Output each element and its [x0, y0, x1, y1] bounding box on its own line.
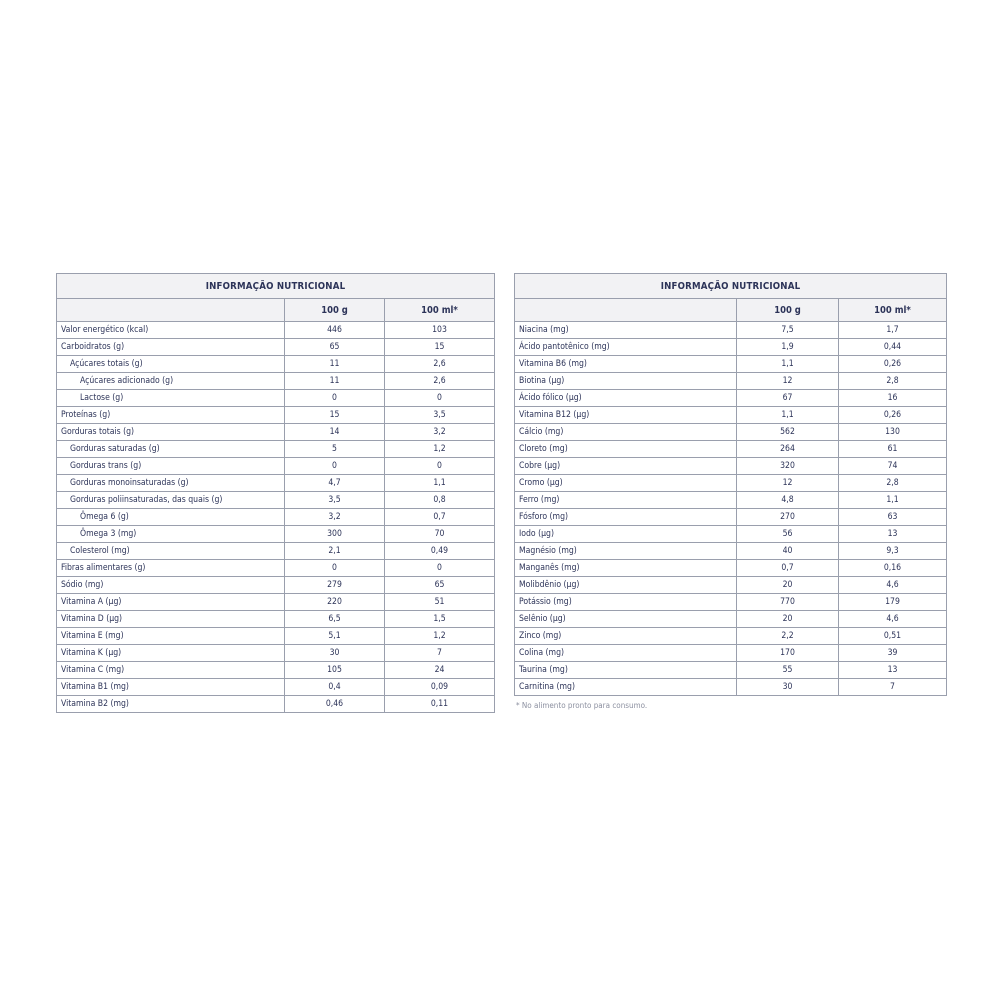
table-row: [515, 407, 947, 424]
value-100g: 4,7: [285, 475, 385, 492]
table-row: [515, 645, 947, 662]
value-100ml: 1,2: [385, 628, 495, 645]
value-100ml: 1,2: [385, 441, 495, 458]
table-row: [57, 339, 495, 356]
value-100ml: 61: [839, 441, 947, 458]
value-100g: 1,1: [737, 407, 839, 424]
value-100g: 20: [737, 611, 839, 628]
nutrient-label: Açúcares adicionado (g): [57, 373, 285, 390]
value-100ml: 2,8: [839, 475, 947, 492]
nutrient-label: Gorduras saturadas (g): [57, 441, 285, 458]
value-100g: 770: [737, 594, 839, 611]
table-row: [515, 509, 947, 526]
table-title: INFORMAÇÃO NUTRICIONAL: [57, 274, 495, 299]
value-100ml: 13: [839, 662, 947, 679]
nutrition-table-right: [514, 273, 946, 710]
nutrient-label: Sódio (mg): [57, 577, 285, 594]
nutrient-label: Carnitina (mg): [515, 679, 737, 696]
table-row: [515, 322, 947, 339]
table-row: [515, 594, 947, 611]
value-100g: 1,9: [737, 339, 839, 356]
nutrient-label: Molibdênio (µg): [515, 577, 737, 594]
value-100g: 562: [737, 424, 839, 441]
table-row: [57, 560, 495, 577]
nutrition-table-left: [56, 273, 494, 713]
table-row: [57, 475, 495, 492]
value-100g: 12: [737, 373, 839, 390]
nutrient-label: Cloreto (mg): [515, 441, 737, 458]
nutrient-label: Vitamina D (µg): [57, 611, 285, 628]
nutrient-label: Ferro (mg): [515, 492, 737, 509]
table-row: [57, 645, 495, 662]
value-100g: 30: [737, 679, 839, 696]
table-row: [57, 594, 495, 611]
nutrient-label: Ômega 6 (g): [57, 509, 285, 526]
nutrient-label: Gorduras poliinsaturadas, das quais (g): [57, 492, 285, 509]
table-row: [515, 577, 947, 594]
table-row: [57, 458, 495, 475]
table-row: [515, 560, 947, 577]
value-100g: 0,4: [285, 679, 385, 696]
table-row: [515, 492, 947, 509]
nutrient-label: Ômega 3 (mg): [57, 526, 285, 543]
table-row: [515, 339, 947, 356]
value-100g: 5,1: [285, 628, 385, 645]
value-100g: 1,1: [737, 356, 839, 373]
value-100g: 20: [737, 577, 839, 594]
value-100ml: 74: [839, 458, 947, 475]
table-title: INFORMAÇÃO NUTRICIONAL: [515, 274, 947, 299]
nutrient-label: Cálcio (mg): [515, 424, 737, 441]
value-100ml: 65: [385, 577, 495, 594]
value-100ml: 0,26: [839, 356, 947, 373]
table-row: [515, 424, 947, 441]
nutrient-label: Manganês (mg): [515, 560, 737, 577]
value-100ml: 3,5: [385, 407, 495, 424]
value-100g: 446: [285, 322, 385, 339]
table-row: [57, 577, 495, 594]
value-100g: 11: [285, 356, 385, 373]
value-100g: 55: [737, 662, 839, 679]
value-100ml: 0,26: [839, 407, 947, 424]
table-row: [515, 373, 947, 390]
value-100ml: 4,6: [839, 611, 947, 628]
value-100ml: 0,11: [385, 696, 495, 713]
nutrient-label: Valor energético (kcal): [57, 322, 285, 339]
nutrient-label: Carboidratos (g): [57, 339, 285, 356]
value-100g: 0,46: [285, 696, 385, 713]
table-title-row: [57, 274, 495, 299]
value-100g: 6,5: [285, 611, 385, 628]
value-100ml: 24: [385, 662, 495, 679]
table-row: [57, 424, 495, 441]
value-100g: 67: [737, 390, 839, 407]
value-100ml: 130: [839, 424, 947, 441]
value-100ml: 16: [839, 390, 947, 407]
table-row: [57, 407, 495, 424]
value-100ml: 4,6: [839, 577, 947, 594]
value-100g: 14: [285, 424, 385, 441]
table-row: [57, 611, 495, 628]
nutrient-label: Niacina (mg): [515, 322, 737, 339]
value-100g: 12: [737, 475, 839, 492]
nutrient-label: Vitamina C (mg): [57, 662, 285, 679]
table-row: [57, 679, 495, 696]
column-header-100ml: 100 ml*: [385, 299, 495, 322]
value-100g: 105: [285, 662, 385, 679]
table-row: [57, 526, 495, 543]
footnote: * No alimento pronto para consumo.: [516, 701, 648, 710]
value-100ml: 51: [385, 594, 495, 611]
value-100ml: 7: [385, 645, 495, 662]
nutrient-label: Vitamina B12 (µg): [515, 407, 737, 424]
value-100ml: 13: [839, 526, 947, 543]
value-100g: 279: [285, 577, 385, 594]
nutrient-label: Ácido pantotênico (mg): [515, 339, 737, 356]
value-100ml: 7: [839, 679, 947, 696]
value-100g: 220: [285, 594, 385, 611]
value-100ml: 0: [385, 458, 495, 475]
value-100ml: 0,8: [385, 492, 495, 509]
nutrient-label: Vitamina A (µg): [57, 594, 285, 611]
table-row: [57, 356, 495, 373]
value-100g: 0: [285, 560, 385, 577]
nutrient-label: Vitamina B6 (mg): [515, 356, 737, 373]
value-100ml: 3,2: [385, 424, 495, 441]
nutrient-label: Ácido fólico (µg): [515, 390, 737, 407]
nutrient-label: Fibras alimentares (g): [57, 560, 285, 577]
value-100ml: 0,51: [839, 628, 947, 645]
value-100g: 3,5: [285, 492, 385, 509]
value-100g: 264: [737, 441, 839, 458]
nutrient-label: Gorduras totais (g): [57, 424, 285, 441]
nutrient-label: Gorduras monoinsaturadas (g): [57, 475, 285, 492]
nutrient-label: Biotina (µg): [515, 373, 737, 390]
value-100g: 40: [737, 543, 839, 560]
nutrient-label: Colina (mg): [515, 645, 737, 662]
nutrient-label: Vitamina E (mg): [57, 628, 285, 645]
table-row: [515, 390, 947, 407]
value-100ml: 2,6: [385, 373, 495, 390]
table-row: [57, 322, 495, 339]
value-100ml: 1,1: [839, 492, 947, 509]
value-100g: 7,5: [737, 322, 839, 339]
value-100ml: 1,1: [385, 475, 495, 492]
value-100ml: 0: [385, 560, 495, 577]
nutrient-label: Iodo (µg): [515, 526, 737, 543]
value-100g: 0: [285, 390, 385, 407]
value-100g: 56: [737, 526, 839, 543]
table-row: [57, 696, 495, 713]
table-row: [515, 458, 947, 475]
table-row: [57, 509, 495, 526]
nutrition-table: [514, 273, 947, 696]
value-100g: 2,2: [737, 628, 839, 645]
value-100ml: 1,5: [385, 611, 495, 628]
column-header-row: [515, 299, 947, 322]
value-100ml: 1,7: [839, 322, 947, 339]
value-100ml: 0: [385, 390, 495, 407]
nutrient-label: Fósforo (mg): [515, 509, 737, 526]
nutrient-label: Magnésio (mg): [515, 543, 737, 560]
table-row: [57, 390, 495, 407]
value-100ml: 0,44: [839, 339, 947, 356]
table-row: [57, 492, 495, 509]
table-row: [515, 441, 947, 458]
table-row: [515, 662, 947, 679]
value-100g: 270: [737, 509, 839, 526]
table-row: [57, 628, 495, 645]
nutrient-label: Selênio (µg): [515, 611, 737, 628]
nutrient-label: Cromo (µg): [515, 475, 737, 492]
table-row: [515, 475, 947, 492]
value-100g: 0,7: [737, 560, 839, 577]
table-row: [57, 662, 495, 679]
column-header-100g: 100 g: [737, 299, 839, 322]
value-100g: 2,1: [285, 543, 385, 560]
nutrient-label: Zinco (mg): [515, 628, 737, 645]
table-title-row: [515, 274, 947, 299]
value-100ml: 39: [839, 645, 947, 662]
value-100ml: 0,09: [385, 679, 495, 696]
value-100g: 0: [285, 458, 385, 475]
nutrient-label: Vitamina B1 (mg): [57, 679, 285, 696]
nutrient-label: Proteínas (g): [57, 407, 285, 424]
value-100ml: 2,6: [385, 356, 495, 373]
nutrition-table: [56, 273, 495, 713]
column-header-row: [57, 299, 495, 322]
value-100g: 3,2: [285, 509, 385, 526]
value-100ml: 0,7: [385, 509, 495, 526]
value-100ml: 70: [385, 526, 495, 543]
column-header-100ml: 100 ml*: [839, 299, 947, 322]
table-row: [515, 543, 947, 560]
value-100ml: 2,8: [839, 373, 947, 390]
value-100ml: 0,16: [839, 560, 947, 577]
value-100ml: 9,3: [839, 543, 947, 560]
table-row: [57, 373, 495, 390]
value-100g: 30: [285, 645, 385, 662]
nutrient-label: Açúcares totais (g): [57, 356, 285, 373]
value-100ml: 103: [385, 322, 495, 339]
table-row: [515, 611, 947, 628]
nutrient-label: Gorduras trans (g): [57, 458, 285, 475]
value-100ml: 63: [839, 509, 947, 526]
column-header-blank: [57, 299, 285, 322]
value-100g: 15: [285, 407, 385, 424]
value-100g: 170: [737, 645, 839, 662]
nutrient-label: Colesterol (mg): [57, 543, 285, 560]
nutrient-label: Vitamina B2 (mg): [57, 696, 285, 713]
table-row: [515, 679, 947, 696]
table-row: [515, 356, 947, 373]
value-100g: 5: [285, 441, 385, 458]
value-100g: 11: [285, 373, 385, 390]
table-row: [515, 526, 947, 543]
nutrient-label: Lactose (g): [57, 390, 285, 407]
column-header-100g: 100 g: [285, 299, 385, 322]
value-100g: 300: [285, 526, 385, 543]
value-100ml: 0,49: [385, 543, 495, 560]
value-100ml: 15: [385, 339, 495, 356]
table-row: [57, 543, 495, 560]
value-100g: 4,8: [737, 492, 839, 509]
table-row: [515, 628, 947, 645]
nutrient-label: Cobre (µg): [515, 458, 737, 475]
nutrient-label: Taurina (mg): [515, 662, 737, 679]
nutrient-label: Potássio (mg): [515, 594, 737, 611]
value-100g: 320: [737, 458, 839, 475]
value-100g: 65: [285, 339, 385, 356]
nutrient-label: Vitamina K (µg): [57, 645, 285, 662]
table-row: [57, 441, 495, 458]
value-100ml: 179: [839, 594, 947, 611]
column-header-blank: [515, 299, 737, 322]
